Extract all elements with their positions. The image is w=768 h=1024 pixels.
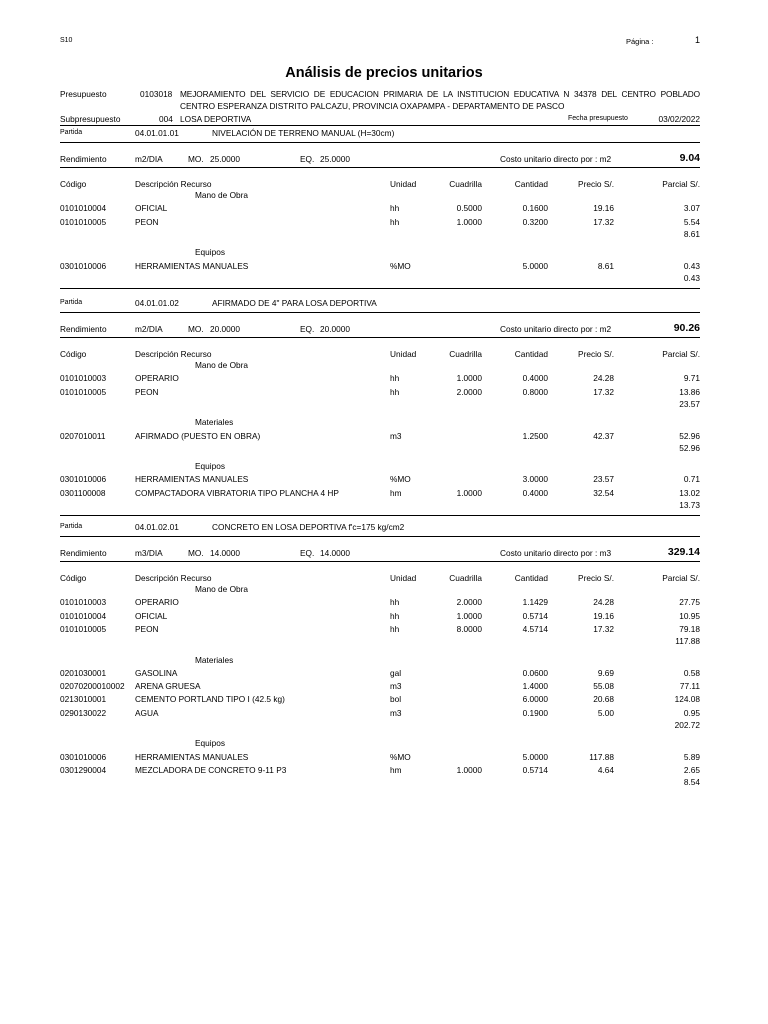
item-codigo: 0101010004	[60, 203, 107, 214]
col-header-codigo: Código	[60, 179, 87, 189]
item-parcial: 0.58	[683, 667, 700, 678]
mo-value: 14.0000	[210, 548, 240, 558]
col-header-unidad: Unidad	[390, 179, 417, 189]
item-parcial: 13.02	[679, 487, 700, 498]
item-descripcion: OFICIAL	[135, 610, 168, 621]
group-subtotal: 202.72	[674, 720, 700, 730]
item-parcial: 3.07	[683, 203, 700, 214]
eq-label: EQ.	[300, 154, 315, 164]
item-parcial: 79.18	[679, 623, 700, 634]
item-precio: 19.16	[593, 610, 614, 621]
item-descripcion: CEMENTO PORTLAND TIPO I (42.5 kg)	[135, 694, 285, 705]
item-unidad: m3	[390, 430, 402, 441]
col-header-parcial: Parcial S/.	[662, 573, 700, 583]
item-codigo: 0301100008	[60, 487, 106, 498]
item-descripcion: AFIRMADO (PUESTO EN OBRA)	[135, 430, 261, 441]
item-cuadrilla: 1.0000	[456, 487, 482, 498]
section-divider	[60, 561, 700, 562]
item-parcial: 13.86	[679, 386, 700, 397]
section-divider	[60, 167, 700, 168]
item-parcial: 0.43	[683, 260, 700, 271]
item-parcial: 52.96	[679, 430, 700, 441]
costo-unitario: 329.14	[667, 546, 700, 558]
partida-label: Partida	[60, 129, 83, 136]
rendimiento-unit: m3/DIA	[135, 548, 163, 558]
item-precio: 32.54	[593, 487, 614, 498]
item-cantidad: 0.8000	[522, 386, 548, 397]
item-unidad: hh	[390, 623, 400, 634]
section-divider	[60, 515, 700, 516]
item-precio: 24.28	[593, 373, 614, 384]
item-cantidad: 3.0000	[522, 474, 548, 485]
item-descripcion: ARENA GRUESA	[135, 681, 201, 692]
item-descripcion: OPERARIO	[135, 597, 179, 608]
item-precio: 42.37	[593, 430, 614, 441]
col-header-precio: Precio S/.	[578, 349, 614, 359]
item-codigo: 0101010005	[60, 386, 107, 397]
item-cantidad: 5.0000	[522, 260, 548, 271]
item-unidad: hm	[390, 487, 402, 498]
partida-label: Partida	[60, 523, 83, 530]
col-header-parcial: Parcial S/.	[662, 349, 700, 359]
item-cuadrilla: 8.0000	[456, 623, 482, 634]
fecha-label: Fecha presupuesto	[568, 115, 628, 122]
col-header-precio: Precio S/.	[578, 573, 614, 583]
item-precio: 19.16	[593, 203, 614, 214]
group-label: Equipos	[195, 247, 225, 258]
item-cantidad: 1.4000	[522, 681, 548, 692]
costo-label: Costo unitario directo por : m3	[500, 548, 612, 558]
page-number: 1	[694, 35, 700, 45]
group-label: Equipos	[195, 738, 225, 749]
item-codigo: 0207010011	[60, 430, 106, 441]
item-unidad: m3	[390, 707, 402, 718]
partida-name: AFIRMADO DE 4" PARA LOSA DEPORTIVA	[212, 298, 377, 308]
rendimiento-unit: m2/DIA	[135, 154, 163, 164]
item-precio: 17.32	[593, 386, 614, 397]
item-codigo: 0101010005	[60, 623, 107, 634]
group-subtotal: 13.73	[679, 500, 700, 510]
item-cuadrilla: 2.0000	[456, 597, 482, 608]
item-unidad: hh	[390, 597, 400, 608]
page-title: Análisis de precios unitarios	[285, 65, 483, 81]
group-label: Mano de Obra	[195, 584, 249, 594]
item-unidad: %MO	[390, 260, 411, 271]
group-subtotal: 8.61	[683, 228, 700, 239]
presupuesto-line2: CENTRO ESPERANZA DISTRITO PALCAZU, PROVINCIA OXAPAMPA - DEPARTAMENTO DE PASCO	[180, 101, 565, 111]
item-parcial: 124.08	[674, 694, 700, 705]
group-subtotal: 52.96	[679, 442, 700, 453]
item-cantidad: 1.2500	[522, 430, 548, 441]
eq-label: EQ.	[300, 324, 315, 334]
col-header-cuadrilla: Cuadrilla	[449, 573, 482, 583]
item-cantidad: 5.0000	[522, 751, 548, 762]
page-label: Página :	[626, 37, 654, 46]
mo-value: 20.0000	[210, 324, 240, 334]
col-header-codigo: Código	[60, 573, 87, 583]
item-precio: 9.69	[597, 667, 614, 678]
col-header-cuadrilla: Cuadrilla	[449, 349, 482, 359]
col-header-unidad: Unidad	[390, 573, 417, 583]
partida-name: NIVELACIÓN DE TERRENO MANUAL (H=30cm)	[212, 128, 395, 138]
mo-value: 25.0000	[210, 154, 240, 164]
item-unidad: hh	[390, 216, 400, 227]
item-cuadrilla: 1.0000	[456, 373, 482, 384]
col-header-cantidad: Cantidad	[514, 349, 548, 359]
rendimiento-label: Rendimiento	[60, 154, 107, 164]
item-unidad: hh	[390, 386, 400, 397]
rendimiento-unit: m2/DIA	[135, 324, 163, 334]
item-descripcion: PEON	[135, 386, 159, 397]
item-cantidad: 0.0600	[522, 667, 548, 678]
item-cantidad: 0.4000	[522, 487, 548, 498]
partida-name: CONCRETO EN LOSA DEPORTIVA f'c=175 kg/cm2	[212, 522, 405, 532]
item-descripcion: PEON	[135, 623, 159, 634]
mo-label: MO.	[188, 548, 204, 558]
item-descripcion: HERRAMIENTAS MANUALES	[135, 751, 249, 762]
item-unidad: hm	[390, 764, 402, 775]
item-descripcion: HERRAMIENTAS MANUALES	[135, 260, 249, 271]
partida-code: 04.01.01.02	[135, 298, 179, 308]
item-cantidad: 4.5714	[522, 623, 548, 634]
item-cantidad: 0.3200	[522, 216, 548, 227]
item-precio: 24.28	[593, 597, 614, 608]
eq-value: 20.0000	[320, 324, 350, 334]
item-parcial: 10.95	[679, 610, 700, 621]
subpresupuesto-code: 004	[159, 114, 173, 124]
item-descripcion: PEON	[135, 216, 159, 227]
partida-code: 04.01.01.01	[135, 128, 179, 138]
item-descripcion: GASOLINA	[135, 667, 178, 678]
header-divider	[60, 125, 700, 126]
group-label: Materiales	[195, 654, 234, 665]
partida-label: Partida	[60, 299, 83, 306]
item-codigo: 0101010005	[60, 216, 107, 227]
presupuesto-line1: MEJORAMIENTO DEL SERVICIO DE EDUCACION PRIMARIA DE LA INSTITUCION EDUCATIVA N 34378 DEL CENTRO POBLADO	[180, 89, 700, 99]
section-divider	[60, 337, 700, 338]
item-cantidad: 1.1429	[522, 597, 548, 608]
item-precio: 17.32	[593, 216, 614, 227]
item-codigo: 0290130022	[60, 707, 107, 718]
item-parcial: 0.95	[683, 707, 700, 718]
item-cantidad: 6.0000	[522, 694, 548, 705]
item-parcial: 5.89	[683, 751, 700, 762]
item-codigo: 0301010006	[60, 751, 107, 762]
partida-code: 04.01.02.01	[135, 522, 179, 532]
col-header-cantidad: Cantidad	[514, 179, 548, 189]
section-divider	[60, 288, 700, 289]
costo-unitario: 90.26	[673, 322, 700, 334]
group-label: Mano de Obra	[195, 190, 249, 200]
mo-label: MO.	[188, 324, 204, 334]
item-parcial: 9.71	[683, 373, 700, 384]
group-label: Mano de Obra	[195, 360, 249, 370]
costo-label: Costo unitario directo por : m2	[500, 324, 612, 334]
item-codigo: 0101010003	[60, 597, 107, 608]
eq-label: EQ.	[300, 548, 315, 558]
item-unidad: hh	[390, 203, 400, 214]
eq-value: 14.0000	[320, 548, 350, 558]
item-unidad: hh	[390, 610, 400, 621]
col-header-codigo: Código	[60, 349, 87, 359]
item-unidad: %MO	[390, 474, 411, 485]
col-header-unidad: Unidad	[390, 349, 417, 359]
item-codigo: 0201030001	[60, 667, 107, 678]
item-descripcion: OPERARIO	[135, 373, 179, 384]
item-cantidad: 0.4000	[522, 373, 548, 384]
col-header-descripcion: Descripción Recurso	[135, 179, 212, 189]
col-header-parcial: Parcial S/.	[662, 179, 700, 189]
item-unidad: %MO	[390, 751, 411, 762]
group-subtotal: 0.43	[683, 272, 700, 283]
group-subtotal: 8.54	[683, 777, 700, 788]
presupuesto-label: Presupuesto	[60, 89, 107, 99]
col-header-cantidad: Cantidad	[514, 573, 548, 583]
item-parcial: 77.11	[679, 681, 700, 692]
item-unidad: bol	[390, 694, 402, 705]
subpresupuesto-name: LOSA DEPORTIVA	[180, 114, 252, 124]
item-cantidad: 0.1900	[522, 707, 548, 718]
item-unidad: gal	[390, 667, 402, 678]
costo-label: Costo unitario directo por : m2	[500, 154, 612, 164]
rendimiento-label: Rendimiento	[60, 548, 107, 558]
item-cantidad: 0.1600	[522, 203, 548, 214]
item-descripcion: OFICIAL	[135, 203, 168, 214]
report-code: S10	[60, 37, 73, 44]
presupuesto-code: 0103018	[140, 89, 173, 99]
costo-unitario: 9.04	[679, 152, 700, 164]
item-descripcion: HERRAMIENTAS MANUALES	[135, 474, 249, 485]
rendimiento-label: Rendimiento	[60, 324, 107, 334]
item-parcial: 2.65	[683, 764, 700, 775]
fecha-value: 03/02/2022	[658, 114, 700, 124]
item-parcial: 27.75	[679, 597, 700, 608]
col-header-cuadrilla: Cuadrilla	[449, 179, 482, 189]
item-cantidad: 0.5714	[522, 764, 548, 775]
item-precio: 117.88	[589, 751, 614, 762]
item-codigo: 02070200010002	[60, 681, 125, 692]
item-cuadrilla: 0.5000	[456, 203, 482, 214]
item-precio: 55.08	[593, 681, 614, 692]
item-precio: 5.00	[597, 707, 614, 718]
section-divider	[60, 312, 700, 313]
col-header-precio: Precio S/.	[578, 179, 614, 189]
item-codigo: 0301290004	[60, 764, 107, 775]
item-unidad: hh	[390, 373, 400, 384]
item-descripcion: MEZCLADORA DE CONCRETO 9-11 P3	[135, 764, 287, 775]
group-subtotal: 117.88	[675, 636, 700, 647]
item-descripcion: COMPACTADORA VIBRATORIA TIPO PLANCHA 4 HP	[135, 487, 339, 498]
item-codigo: 0101010003	[60, 373, 107, 384]
item-codigo: 0101010004	[60, 610, 107, 621]
group-label: Materiales	[195, 417, 234, 428]
item-cuadrilla: 1.0000	[456, 610, 482, 621]
item-parcial: 5.54	[683, 216, 700, 227]
item-codigo: 0213010001	[60, 694, 107, 705]
section-divider	[60, 536, 700, 537]
section-divider	[60, 142, 700, 143]
item-cuadrilla: 2.0000	[456, 386, 482, 397]
item-precio: 4.64	[597, 764, 614, 775]
group-subtotal: 23.57	[679, 398, 700, 409]
item-descripcion: AGUA	[135, 707, 159, 718]
item-parcial: 0.71	[683, 474, 700, 485]
item-precio: 23.57	[593, 474, 614, 485]
col-header-descripcion: Descripción Recurso	[135, 349, 212, 359]
item-codigo: 0301010006	[60, 474, 107, 485]
mo-label: MO.	[188, 154, 204, 164]
item-cuadrilla: 1.0000	[456, 216, 482, 227]
item-codigo: 0301010006	[60, 260, 107, 271]
item-precio: 8.61	[597, 260, 614, 271]
item-cantidad: 0.5714	[522, 610, 548, 621]
subpresupuesto-label: Subpresupuesto	[60, 114, 121, 124]
item-precio: 17.32	[593, 623, 614, 634]
eq-value: 25.0000	[320, 154, 350, 164]
item-precio: 20.68	[593, 694, 614, 705]
group-label: Equipos	[195, 461, 225, 472]
col-header-descripcion: Descripción Recurso	[135, 573, 212, 583]
item-unidad: m3	[390, 681, 402, 692]
item-cuadrilla: 1.0000	[456, 764, 482, 775]
